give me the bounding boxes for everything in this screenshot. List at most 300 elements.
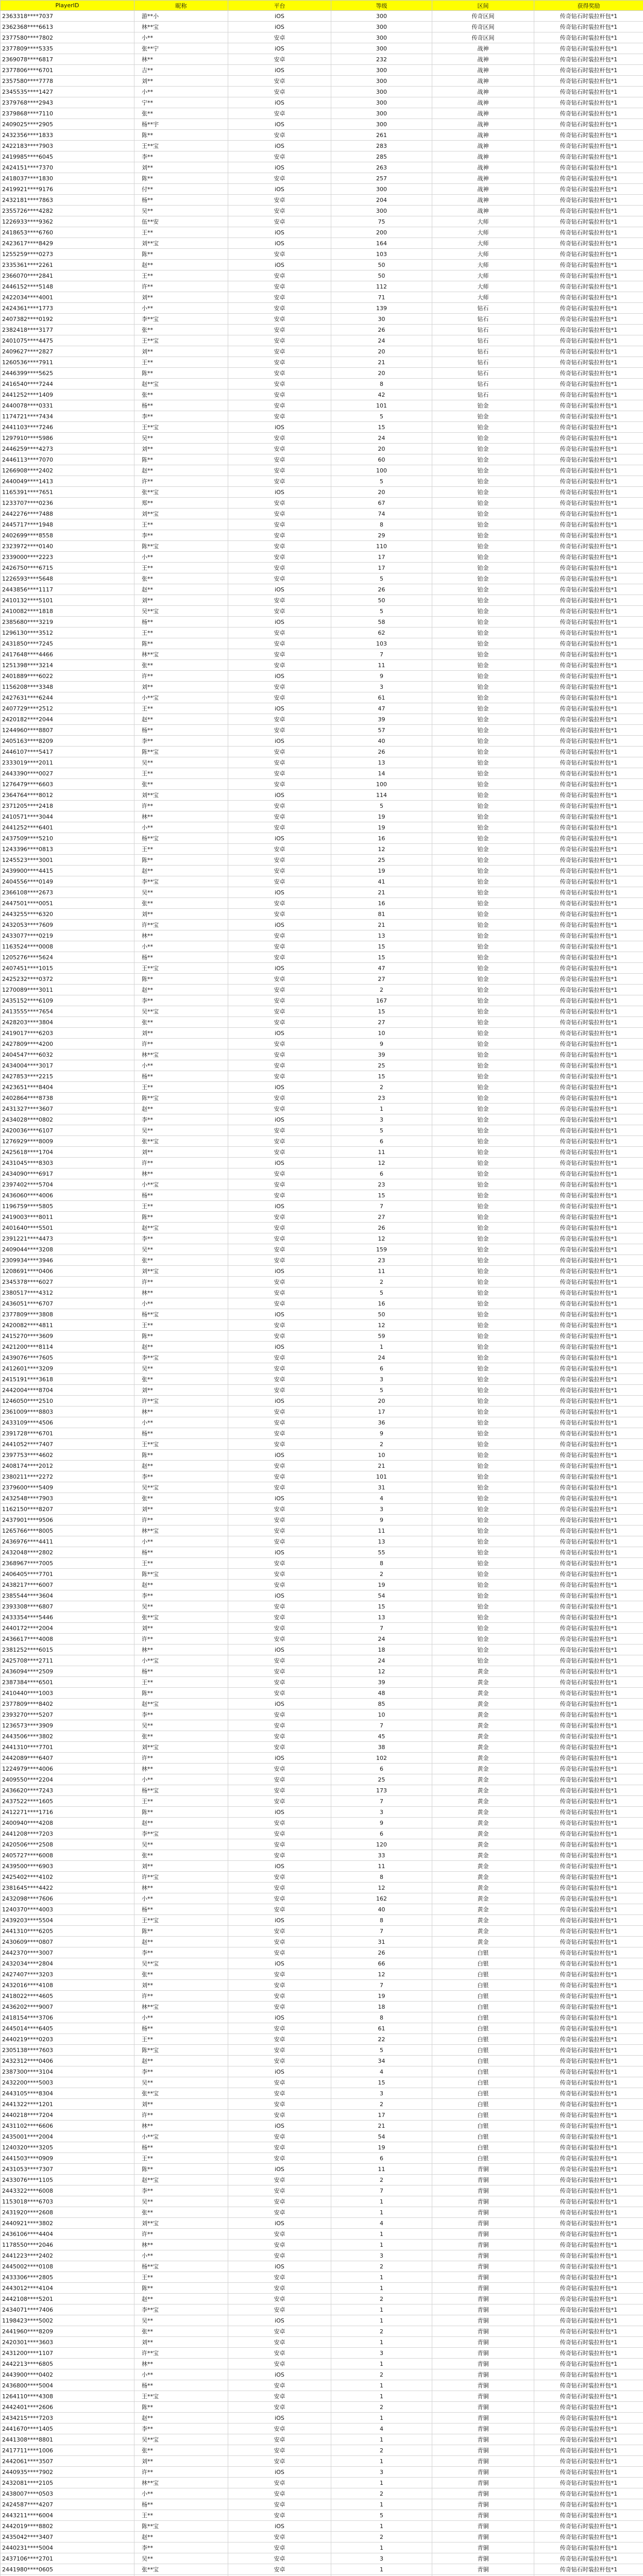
reward-cell: 传奇钻石时装拉杆包*1 bbox=[534, 400, 643, 411]
table-row bbox=[1, 54, 643, 65]
level-cell: 39 bbox=[331, 1049, 432, 1060]
player-id-cell: 2381645****4422 bbox=[1, 1883, 134, 1893]
table-row bbox=[1, 2153, 643, 2164]
platform-cell: iOS bbox=[228, 1861, 331, 1872]
platform-cell: 安卓 bbox=[228, 1233, 331, 1244]
reward-cell: 传奇钻石时装拉杆包*1 bbox=[534, 184, 643, 195]
platform-cell: 安卓 bbox=[228, 692, 331, 703]
tier-cell: 铂金 bbox=[432, 1547, 534, 1558]
level-cell: 11 bbox=[331, 2164, 432, 2175]
reward-cell: 传奇钻石时装拉杆包*1 bbox=[534, 1039, 643, 1049]
nickname-cell: 王** bbox=[134, 768, 228, 779]
tier-cell: 大师 bbox=[432, 238, 534, 249]
level-cell: 24 bbox=[331, 433, 432, 444]
level-cell: 8 bbox=[331, 1558, 432, 1569]
level-cell: 283 bbox=[331, 141, 432, 151]
tier-cell: 铂金 bbox=[432, 1493, 534, 1504]
player-id-cell: 2413555****7654 bbox=[1, 1006, 134, 1017]
level-cell: 58 bbox=[331, 617, 432, 628]
player-id-cell: 2434071****7406 bbox=[1, 2304, 134, 2315]
level-cell: 75 bbox=[331, 216, 432, 227]
nickname-cell: 许** bbox=[134, 671, 228, 682]
table-row bbox=[1, 1244, 643, 1255]
table-row bbox=[1, 1753, 643, 1764]
nickname-cell: 张**宁 bbox=[134, 43, 228, 54]
reward-cell: 传奇钻石时装拉杆包*1 bbox=[534, 130, 643, 141]
tier-cell: 铂金 bbox=[432, 1601, 534, 1612]
level-cell: 39 bbox=[331, 1677, 432, 1688]
tier-cell: 黄金 bbox=[432, 1818, 534, 1828]
reward-cell: 传奇钻石时装拉杆包*1 bbox=[534, 2402, 643, 2413]
player-id-cell: 2433306****2805 bbox=[1, 2272, 134, 2283]
table-row bbox=[1, 1645, 643, 1655]
table-row bbox=[1, 1049, 643, 1060]
nickname-cell: 王** bbox=[134, 1082, 228, 1093]
player-id-cell: 1174721****7434 bbox=[1, 411, 134, 422]
tier-cell: 青铜 bbox=[432, 2543, 534, 2553]
player-id-cell: 2406405****7701 bbox=[1, 1569, 134, 1580]
platform-cell: 安卓 bbox=[228, 2456, 331, 2467]
nickname-cell: 李** bbox=[134, 1590, 228, 1601]
nickname-cell: 陈** bbox=[134, 173, 228, 184]
tier-cell: 黄金 bbox=[432, 1915, 534, 1926]
nickname-cell: 李** bbox=[134, 2066, 228, 2077]
level-cell: 26 bbox=[331, 747, 432, 757]
nickname-cell: 陈** bbox=[134, 2283, 228, 2294]
level-cell: 300 bbox=[331, 11, 432, 22]
nickname-cell: 许** bbox=[134, 476, 228, 487]
level-cell: 7 bbox=[331, 1796, 432, 1807]
level-cell: 20 bbox=[331, 444, 432, 454]
reward-cell: 传奇钻石时装拉杆包*1 bbox=[534, 2424, 643, 2434]
platform-cell: iOS bbox=[228, 2467, 331, 2478]
level-cell: 50 bbox=[331, 1309, 432, 1320]
player-id-cell: 2436800****5004 bbox=[1, 2380, 134, 2391]
tier-cell: 铂金 bbox=[432, 1104, 534, 1114]
table-row bbox=[1, 76, 643, 87]
platform-cell: 安卓 bbox=[228, 930, 331, 941]
platform-cell: 安卓 bbox=[228, 2478, 331, 2488]
tier-cell: 铂金 bbox=[432, 725, 534, 736]
table-row bbox=[1, 779, 643, 790]
reward-cell: 传奇钻石时装拉杆包*1 bbox=[534, 519, 643, 530]
nickname-cell: 王** bbox=[134, 628, 228, 638]
tier-cell: 黄金 bbox=[432, 1872, 534, 1883]
table-row bbox=[1, 1201, 643, 1212]
level-cell: 8 bbox=[331, 2012, 432, 2023]
table-row bbox=[1, 1688, 643, 1699]
nickname-cell: 小** bbox=[134, 87, 228, 97]
tier-cell: 白银 bbox=[432, 2023, 534, 2034]
reward-cell: 传奇钻石时装拉杆包*1 bbox=[534, 1915, 643, 1926]
reward-cell: 传奇钻石时装拉杆包*1 bbox=[534, 2207, 643, 2218]
platform-cell: 安卓 bbox=[228, 1136, 331, 1147]
level-cell: 2 bbox=[331, 2369, 432, 2380]
level-cell: 21 bbox=[331, 887, 432, 898]
platform-cell: iOS bbox=[228, 2121, 331, 2131]
tier-cell: 青铜 bbox=[432, 2499, 534, 2510]
nickname-cell: 吴** bbox=[134, 757, 228, 768]
platform-cell: 安卓 bbox=[228, 2488, 331, 2499]
level-cell: 25 bbox=[331, 1060, 432, 1071]
reward-cell: 传奇钻石时装拉杆包*1 bbox=[534, 1363, 643, 1374]
level-cell: 17 bbox=[331, 2110, 432, 2121]
table-row bbox=[1, 1309, 643, 1320]
table-row bbox=[1, 584, 643, 595]
level-cell: 11 bbox=[331, 1266, 432, 1277]
table-row bbox=[1, 1428, 643, 1439]
nickname-cell: 王**宝 bbox=[134, 1439, 228, 1450]
level-cell: 15 bbox=[331, 1601, 432, 1612]
level-cell: 6 bbox=[331, 2153, 432, 2164]
platform-cell: iOS bbox=[228, 736, 331, 747]
tier-cell: 铂金 bbox=[432, 801, 534, 811]
reward-cell: 传奇钻石时装拉杆包*1 bbox=[534, 1937, 643, 1947]
player-id-cell: 2426750****6715 bbox=[1, 563, 134, 573]
nickname-cell: 李** bbox=[134, 2543, 228, 2553]
level-cell: 7 bbox=[331, 1623, 432, 1634]
platform-cell: 安卓 bbox=[228, 1039, 331, 1049]
tier-cell: 铂金 bbox=[432, 1352, 534, 1363]
table-row bbox=[1, 325, 643, 335]
player-id-cell: 2412271****1716 bbox=[1, 1807, 134, 1818]
tier-cell: 传奇区间 bbox=[432, 22, 534, 32]
platform-cell: 安卓 bbox=[228, 281, 331, 292]
tier-cell: 铂金 bbox=[432, 454, 534, 465]
tier-cell: 大师 bbox=[432, 292, 534, 303]
tier-cell: 青铜 bbox=[432, 2250, 534, 2261]
nickname-cell: 李** bbox=[134, 411, 228, 422]
table-row bbox=[1, 909, 643, 920]
table-row bbox=[1, 2391, 643, 2402]
table-row bbox=[1, 1601, 643, 1612]
table-row bbox=[1, 541, 643, 552]
tier-cell: 铂金 bbox=[432, 963, 534, 974]
reward-cell: 传奇钻石时装拉杆包*1 bbox=[534, 985, 643, 995]
nickname-cell: 张**宝 bbox=[134, 1136, 228, 1147]
nickname-cell: 许**宝 bbox=[134, 1396, 228, 1406]
reward-cell: 传奇钻石时装拉杆包*1 bbox=[534, 1223, 643, 1233]
player-id-cell: 1266908****2402 bbox=[1, 465, 134, 476]
nickname-cell: 陈** bbox=[134, 1450, 228, 1461]
player-id-cell: 2443506****3802 bbox=[1, 1731, 134, 1742]
level-cell: 9 bbox=[331, 1428, 432, 1439]
player-id-cell: 2355726****4282 bbox=[1, 206, 134, 216]
platform-cell: iOS bbox=[228, 1201, 331, 1212]
level-cell: 3 bbox=[331, 2250, 432, 2261]
nickname-cell: 王** bbox=[134, 270, 228, 281]
reward-cell: 传奇钻石时装拉杆包*1 bbox=[534, 1309, 643, 1320]
platform-cell: 安卓 bbox=[228, 2402, 331, 2413]
level-cell: 50 bbox=[331, 595, 432, 606]
level-cell: 1 bbox=[331, 2240, 432, 2250]
tier-cell: 战神 bbox=[432, 184, 534, 195]
player-id-cell: 2404556****0149 bbox=[1, 876, 134, 887]
tier-cell: 铂金 bbox=[432, 1158, 534, 1168]
table-row bbox=[1, 1764, 643, 1774]
platform-cell: iOS bbox=[228, 2066, 331, 2077]
table-row bbox=[1, 2402, 643, 2413]
platform-cell: 安卓 bbox=[228, 1277, 331, 1287]
platform-cell: 安卓 bbox=[228, 941, 331, 952]
player-id-cell: 1276479****6603 bbox=[1, 779, 134, 790]
player-id-cell: 2432098****7606 bbox=[1, 1893, 134, 1904]
header-level: 等级 bbox=[331, 1, 432, 11]
reward-cell: 传奇钻石时装拉杆包*1 bbox=[534, 2229, 643, 2240]
player-id-cell: 2431200****1107 bbox=[1, 2348, 134, 2359]
platform-cell: 安卓 bbox=[228, 130, 331, 141]
table-row bbox=[1, 985, 643, 995]
nickname-cell: 林**宝 bbox=[134, 2002, 228, 2012]
nickname-cell: 林** bbox=[134, 1168, 228, 1179]
tier-cell: 传奇区间 bbox=[432, 11, 534, 22]
reward-cell: 传奇钻石时装拉杆包*1 bbox=[534, 389, 643, 400]
tier-cell: 铂金 bbox=[432, 563, 534, 573]
reward-cell: 传奇钻石时装拉杆包*1 bbox=[534, 476, 643, 487]
table-row bbox=[1, 184, 643, 195]
reward-cell: 传奇钻石时装拉杆包*1 bbox=[534, 2185, 643, 2196]
tier-cell: 钻石 bbox=[432, 303, 534, 314]
nickname-cell: 陈** bbox=[134, 638, 228, 649]
tier-cell: 铂金 bbox=[432, 487, 534, 498]
player-id-cell: 2442401****2606 bbox=[1, 2402, 134, 2413]
tier-cell: 铂金 bbox=[432, 552, 534, 563]
reward-cell: 传奇钻石时装拉杆包*1 bbox=[534, 151, 643, 162]
level-cell: 103 bbox=[331, 638, 432, 649]
reward-cell: 传奇钻石时装拉杆包*1 bbox=[534, 2380, 643, 2391]
table-row bbox=[1, 1590, 643, 1601]
nickname-cell: 吴**宝 bbox=[134, 1006, 228, 1017]
level-cell: 15 bbox=[331, 952, 432, 963]
nickname-cell: 张** bbox=[134, 779, 228, 790]
reward-cell: 传奇钻石时装拉杆包*1 bbox=[534, 433, 643, 444]
level-cell: 1 bbox=[331, 2413, 432, 2424]
player-id-cell: 2436620****7243 bbox=[1, 1785, 134, 1796]
tier-cell: 战神 bbox=[432, 195, 534, 206]
table-row bbox=[1, 1699, 643, 1709]
player-id-cell: 2445002****0108 bbox=[1, 2261, 134, 2272]
table-row bbox=[1, 1060, 643, 1071]
tier-cell: 白银 bbox=[432, 2056, 534, 2066]
table-row bbox=[1, 2185, 643, 2196]
platform-cell: 安卓 bbox=[228, 855, 331, 866]
table-row bbox=[1, 1720, 643, 1731]
player-id-cell: 2441310****7701 bbox=[1, 1742, 134, 1753]
reward-cell: 传奇钻石时装拉杆包*1 bbox=[534, 1190, 643, 1201]
reward-cell: 传奇钻石时装拉杆包*1 bbox=[534, 119, 643, 130]
table-row bbox=[1, 411, 643, 422]
level-cell: 6 bbox=[331, 1168, 432, 1179]
platform-cell: iOS bbox=[228, 162, 331, 173]
level-cell: 21 bbox=[331, 920, 432, 930]
reward-cell: 传奇钻石时装拉杆包*1 bbox=[534, 801, 643, 811]
nickname-cell: 王**宝 bbox=[134, 141, 228, 151]
table-row bbox=[1, 2413, 643, 2424]
tier-cell: 青铜 bbox=[432, 2532, 534, 2543]
player-id-cell: 1153018****6703 bbox=[1, 2196, 134, 2207]
level-cell: 19 bbox=[331, 811, 432, 822]
player-id-cell: 2435152****6109 bbox=[1, 995, 134, 1006]
nickname-cell: 陈** bbox=[134, 2402, 228, 2413]
player-id-cell: 2427853****2215 bbox=[1, 1071, 134, 1082]
player-id-cell: 2339000****2223 bbox=[1, 552, 134, 563]
table-row bbox=[1, 2023, 643, 2034]
player-id-cell: 2443012****4104 bbox=[1, 2283, 134, 2294]
platform-cell: 安卓 bbox=[228, 411, 331, 422]
player-id-cell: 2402699****8558 bbox=[1, 530, 134, 541]
table-row bbox=[1, 2142, 643, 2153]
level-cell: 42 bbox=[331, 389, 432, 400]
reward-cell: 传奇钻石时装拉杆包*1 bbox=[534, 2142, 643, 2153]
player-id-cell: 2440078****0331 bbox=[1, 400, 134, 411]
reward-cell: 传奇钻石时装拉杆包*1 bbox=[534, 1688, 643, 1699]
level-cell: 3 bbox=[331, 2088, 432, 2099]
nickname-cell: 李**宝 bbox=[134, 1828, 228, 1839]
player-id-cell: 2436617****4008 bbox=[1, 1634, 134, 1645]
tier-cell: 大师 bbox=[432, 249, 534, 260]
table-row bbox=[1, 1439, 643, 1450]
platform-cell: iOS bbox=[228, 790, 331, 801]
platform-cell: 安卓 bbox=[228, 2185, 331, 2196]
reward-cell: 传奇钻石时装拉杆包*1 bbox=[534, 1104, 643, 1114]
level-cell: 27 bbox=[331, 1017, 432, 1028]
player-id-cell: 2418154****3706 bbox=[1, 2012, 134, 2023]
platform-cell: 安卓 bbox=[228, 1212, 331, 1223]
reward-cell: 传奇钻石时装拉杆包*1 bbox=[534, 87, 643, 97]
tier-cell: 铂金 bbox=[432, 757, 534, 768]
table-row bbox=[1, 2424, 643, 2434]
player-id-cell: 2431053****7307 bbox=[1, 2164, 134, 2175]
reward-cell: 传奇钻石时装拉杆包*1 bbox=[534, 2099, 643, 2110]
reward-cell: 传奇钻石时装拉杆包*1 bbox=[534, 2391, 643, 2402]
player-id-cell: 2443390****0027 bbox=[1, 768, 134, 779]
tier-cell: 钻石 bbox=[432, 346, 534, 357]
level-cell: 33 bbox=[331, 1850, 432, 1861]
tier-cell: 青铜 bbox=[432, 2445, 534, 2456]
nickname-cell: 许** bbox=[134, 281, 228, 292]
tier-cell: 铂金 bbox=[432, 1655, 534, 1666]
platform-cell: 安卓 bbox=[228, 1049, 331, 1060]
reward-cell: 传奇钻石时装拉杆包*1 bbox=[534, 1049, 643, 1060]
platform-cell: 安卓 bbox=[228, 2337, 331, 2348]
reward-cell: 传奇钻石时装拉杆包*1 bbox=[534, 1320, 643, 1331]
platform-cell: 安卓 bbox=[228, 1839, 331, 1850]
player-id-cell: 2387300****3104 bbox=[1, 2066, 134, 2077]
platform-cell: iOS bbox=[228, 617, 331, 628]
platform-cell: iOS bbox=[228, 584, 331, 595]
tier-cell: 黄金 bbox=[432, 1753, 534, 1764]
level-cell: 12 bbox=[331, 1320, 432, 1331]
player-id-cell: 2442276****7488 bbox=[1, 509, 134, 519]
reward-cell: 传奇钻石时装拉杆包*1 bbox=[534, 141, 643, 151]
table-row bbox=[1, 509, 643, 519]
nickname-cell: 林** bbox=[134, 811, 228, 822]
level-cell: 25 bbox=[331, 1774, 432, 1785]
table-row bbox=[1, 141, 643, 151]
platform-cell: 安卓 bbox=[228, 768, 331, 779]
reward-cell: 传奇钻石时装拉杆包*1 bbox=[534, 1828, 643, 1839]
nickname-cell: 杨**宝 bbox=[134, 833, 228, 844]
level-cell: 54 bbox=[331, 1590, 432, 1601]
level-cell: 1 bbox=[331, 2359, 432, 2369]
nickname-cell: 林**宝 bbox=[134, 1526, 228, 1536]
table-row bbox=[1, 757, 643, 768]
level-cell: 300 bbox=[331, 184, 432, 195]
tier-cell: 铂金 bbox=[432, 1244, 534, 1255]
nickname-cell: 游**小 bbox=[134, 11, 228, 22]
player-id-cell: 2407451****1015 bbox=[1, 963, 134, 974]
level-cell: 3 bbox=[331, 1374, 432, 1385]
tier-cell: 黄金 bbox=[432, 1883, 534, 1893]
reward-cell: 传奇钻石时装拉杆包*1 bbox=[534, 952, 643, 963]
table-row bbox=[1, 2283, 643, 2294]
nickname-cell: 张** bbox=[134, 660, 228, 671]
platform-cell: iOS bbox=[228, 1547, 331, 1558]
reward-cell: 传奇钻石时装拉杆包*1 bbox=[534, 1569, 643, 1580]
table-row bbox=[1, 974, 643, 985]
reward-cell: 传奇钻石时装拉杆包*1 bbox=[534, 1255, 643, 1266]
nickname-cell: 吴**宝 bbox=[134, 1482, 228, 1493]
platform-cell: 安卓 bbox=[228, 1893, 331, 1904]
table-row bbox=[1, 65, 643, 76]
table-row bbox=[1, 1818, 643, 1828]
level-cell: 2 bbox=[331, 1277, 432, 1287]
nickname-cell: 小**宝 bbox=[134, 692, 228, 703]
table-row bbox=[1, 1298, 643, 1309]
table-row bbox=[1, 1861, 643, 1872]
platform-cell: 安卓 bbox=[228, 1363, 331, 1374]
nickname-cell: 张** bbox=[134, 1017, 228, 1028]
player-id-cell: 2432053****7609 bbox=[1, 920, 134, 930]
level-cell: 62 bbox=[331, 628, 432, 638]
nickname-cell: 吴** bbox=[134, 1839, 228, 1850]
platform-cell: 安卓 bbox=[228, 1731, 331, 1742]
tier-cell: 黄金 bbox=[432, 1828, 534, 1839]
reward-cell: 传奇钻石时装拉杆包*1 bbox=[534, 238, 643, 249]
tier-cell: 铂金 bbox=[432, 465, 534, 476]
table-row bbox=[1, 206, 643, 216]
tier-cell: 铂金 bbox=[432, 1612, 534, 1623]
table-row bbox=[1, 476, 643, 487]
tier-cell: 铂金 bbox=[432, 887, 534, 898]
player-id-cell: 2377809****8402 bbox=[1, 1699, 134, 1709]
platform-cell: 安卓 bbox=[228, 1883, 331, 1893]
tier-cell: 铂金 bbox=[432, 1406, 534, 1417]
tier-cell: 青铜 bbox=[432, 2488, 534, 2499]
level-cell: 47 bbox=[331, 703, 432, 714]
platform-cell: iOS bbox=[228, 2261, 331, 2272]
nickname-cell: 陈**宝 bbox=[134, 1569, 228, 1580]
player-id-cell: 1163524****0008 bbox=[1, 941, 134, 952]
table-row bbox=[1, 238, 643, 249]
platform-cell: 安卓 bbox=[228, 1764, 331, 1774]
platform-cell: 安卓 bbox=[228, 801, 331, 811]
table-row bbox=[1, 866, 643, 876]
reward-cell: 传奇钻石时装拉杆包*1 bbox=[534, 1753, 643, 1764]
level-cell: 103 bbox=[331, 249, 432, 260]
player-id-cell: 2412601****3209 bbox=[1, 1363, 134, 1374]
nickname-cell: 伍**安 bbox=[134, 216, 228, 227]
nickname-cell: 杨** bbox=[134, 1904, 228, 1915]
level-cell: 2 bbox=[331, 2099, 432, 2110]
player-id-cell: 2424151****7370 bbox=[1, 162, 134, 173]
player-id-cell: 2401640****5501 bbox=[1, 1223, 134, 1233]
player-id-cell: 2436976****4411 bbox=[1, 1536, 134, 1547]
table-row bbox=[1, 1958, 643, 1969]
platform-cell: 安卓 bbox=[228, 1774, 331, 1785]
player-id-cell: 2447501****0051 bbox=[1, 898, 134, 909]
nickname-cell: 吴**宝 bbox=[134, 606, 228, 617]
